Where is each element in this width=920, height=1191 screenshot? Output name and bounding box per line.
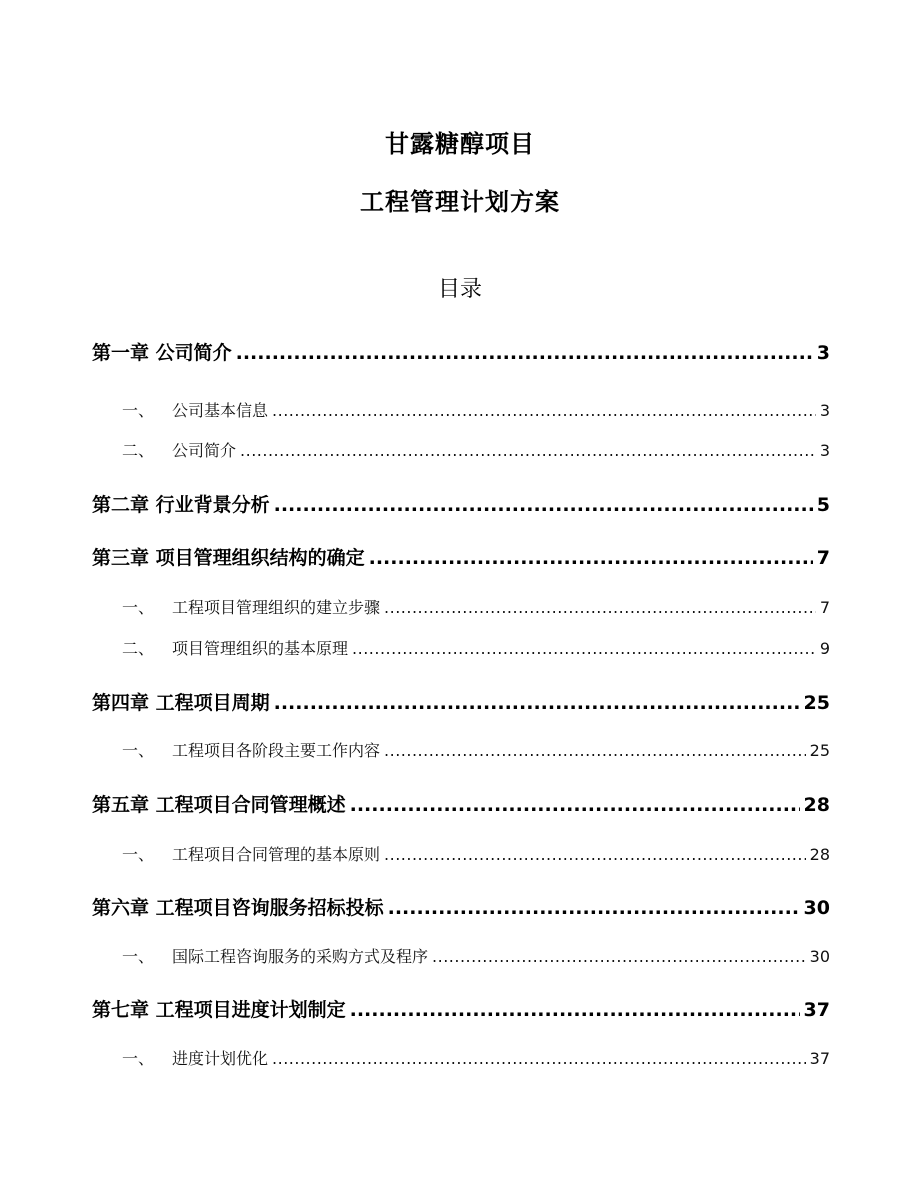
toc-section-entry[interactable] <box>122 842 830 865</box>
toc-entry-label: 公司基本信息 <box>172 401 269 420</box>
toc-dot-leader <box>274 494 813 516</box>
toc-section-marker: 一、 <box>122 401 155 420</box>
toc-section-marker: 二、 <box>122 639 155 658</box>
toc-entry-label: 项目管理组织的基本原理 <box>172 639 349 658</box>
toc-dot-leader <box>272 1049 806 1068</box>
toc-dot-leader <box>388 897 800 919</box>
toc-section-entry[interactable] <box>122 636 830 659</box>
toc-chapter-entry[interactable] <box>92 543 830 570</box>
toc-section-entry[interactable] <box>122 738 830 761</box>
toc-dot-leader <box>274 692 800 714</box>
toc-dot-leader <box>240 441 816 460</box>
toc-page-number: 25 <box>803 692 830 714</box>
toc-section-marker: 一、 <box>122 845 155 864</box>
toc-chapter-entry[interactable] <box>92 338 830 365</box>
document-subtitle: 工程管理计划方案 <box>360 188 560 216</box>
toc-entry-label: 工程项目各阶段主要工作内容 <box>172 741 381 760</box>
toc-chapter-entry[interactable] <box>92 688 830 715</box>
toc-page-number: 30 <box>809 947 830 966</box>
toc-entry-label: 国际工程咨询服务的采购方式及程序 <box>172 947 429 966</box>
toc-page-number: 7 <box>816 547 830 569</box>
toc-dot-leader <box>352 639 816 658</box>
toc-page-number: 37 <box>803 999 830 1021</box>
toc-page-number: 37 <box>809 1049 830 1068</box>
toc-entry-label: 公司简介 <box>172 441 237 460</box>
toc-dot-leader <box>384 741 806 760</box>
toc-dot-leader <box>236 342 813 364</box>
toc-chapter-entry[interactable] <box>92 790 830 817</box>
toc-section-marker: 一、 <box>122 598 155 617</box>
toc-dot-leader <box>272 401 816 420</box>
toc-entry-label: 第二章 行业背景分析 <box>92 494 270 516</box>
toc-entry-label: 第三章 项目管理组织结构的确定 <box>92 547 365 569</box>
toc-dot-leader <box>369 547 813 569</box>
toc-page-number: 7 <box>819 598 830 617</box>
toc-heading: 目录 <box>437 277 482 302</box>
toc-dot-leader <box>432 947 806 966</box>
toc-dot-leader <box>350 999 800 1021</box>
toc-entry-label: 第五章 工程项目合同管理概述 <box>92 794 346 816</box>
toc-entry-label: 第一章 公司简介 <box>92 342 232 364</box>
toc-page-number: 3 <box>819 401 830 420</box>
toc-entry-label: 工程项目管理组织的建立步骤 <box>172 598 381 617</box>
toc-entry-label: 第六章 工程项目咨询服务招标投标 <box>92 897 384 919</box>
toc-section-entry[interactable] <box>122 595 830 618</box>
toc-page-number: 9 <box>819 639 830 658</box>
toc-dot-leader <box>384 598 816 617</box>
toc-page-number: 3 <box>819 441 830 460</box>
toc-section-entry[interactable] <box>122 944 830 967</box>
toc-section-marker: 二、 <box>122 441 155 460</box>
toc-dot-leader <box>350 794 800 816</box>
toc-section-entry[interactable] <box>122 398 830 421</box>
toc-section-marker: 一、 <box>122 741 155 760</box>
toc-chapter-entry[interactable] <box>92 490 830 517</box>
toc-chapter-entry[interactable] <box>92 995 830 1022</box>
toc-entry-label: 第七章 工程项目进度计划制定 <box>92 999 346 1021</box>
toc-entry-label: 进度计划优化 <box>172 1049 269 1068</box>
toc-entry-label: 第四章 工程项目周期 <box>92 692 270 714</box>
toc-page-number: 25 <box>809 741 830 760</box>
document-title: 甘露糖醇项目 <box>385 130 535 158</box>
toc-page-number: 28 <box>803 794 830 816</box>
toc-dot-leader <box>384 845 806 864</box>
toc-entry-label: 工程项目合同管理的基本原则 <box>172 845 381 864</box>
toc-page-number: 3 <box>816 342 830 364</box>
toc-page-number: 28 <box>809 845 830 864</box>
toc-page-number: 5 <box>816 494 830 516</box>
toc-page-number: 30 <box>803 897 830 919</box>
toc-section-marker: 一、 <box>122 947 155 966</box>
toc-section-entry[interactable] <box>122 1046 830 1069</box>
toc-chapter-entry[interactable] <box>92 893 830 920</box>
toc-section-entry[interactable] <box>122 438 830 461</box>
toc-section-marker: 一、 <box>122 1049 155 1068</box>
